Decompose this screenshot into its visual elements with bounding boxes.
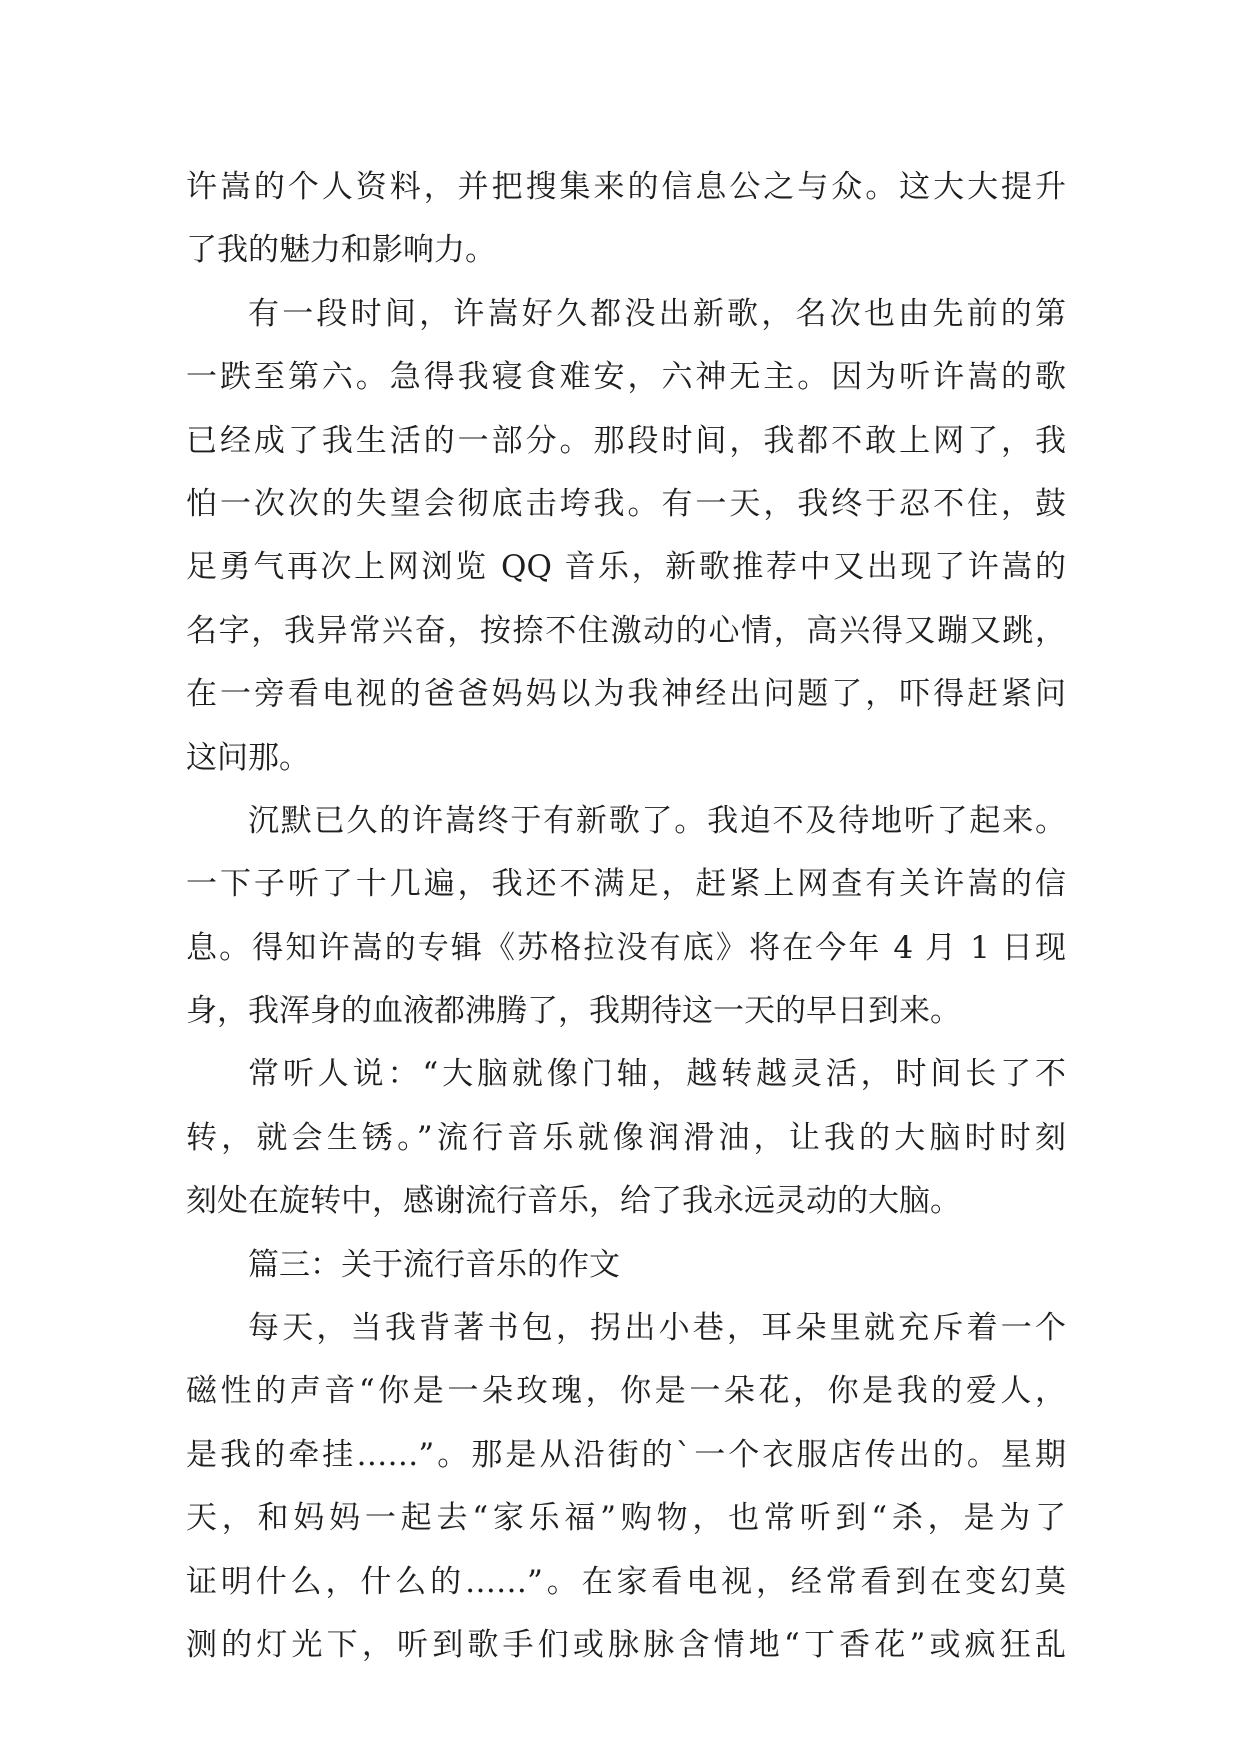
text-line: 名字，我异常兴奋，按捺不住激动的心情，高兴得又蹦又跳， [186,612,1066,649]
text-line: 是我的牵挂……”。那是从沿街的`一个衣服店传出的。星期 [186,1436,1066,1473]
text-line: 在一旁看电视的爸爸妈妈以为我神经出问题了，吓得赶紧问 [186,676,1066,713]
text-line: 这问那。 [186,739,310,776]
text-line: 许嵩的个人资料，并把搜集来的信息公之与众。这大大提升 [186,169,1066,205]
text-line: 了我的魅力和影响力。 [186,232,496,269]
text-line: 篇三：关于流行音乐的作文 [248,1246,620,1283]
text-line: 磁性的声音“你是一朵玫瑰，你是一朵花，你是我的爱人， [186,1373,1066,1410]
text-line: 沉默已久的许嵩终于有新歌了。我迫不及待地听了起来。 [248,802,1066,839]
essay-text-body [186,156,1066,1677]
text-line: 天，和妈妈一起去“家乐福”购物，也常听到“杀，是为了 [186,1500,1066,1537]
text-line: 足勇气再次上网浏览 QQ 音乐，新歌推荐中又出现了许嵩的 [186,549,1066,586]
text-line: 有一段时间，许嵩好久都没出新歌，名次也由先前的第 [248,295,1066,332]
text-line: 转，就会生锈。”流行音乐就像润滑油，让我的大脑时时刻 [186,1119,1066,1156]
text-line: 刻处在旋转中，感谢流行音乐，给了我永远灵动的大脑。 [186,1183,961,1220]
text-line: 一跌至第六。急得我寝食难安，六神无主。因为听许嵩的歌 [186,359,1066,396]
text-line: 常听人说：“大脑就像门轴，越转越灵活，时间长了不 [248,1056,1066,1093]
text-line: 怕一次次的失望会彻底击垮我。有一天，我终于忍不住，鼓 [186,485,1066,522]
text-line: 身，我浑身的血液都沸腾了，我期待这一天的早日到来。 [186,993,961,1030]
text-line: 证明什么，什么的……”。在家看电视，经常看到在变幻莫 [186,1563,1066,1600]
text-line: 一下子听了十几遍，我还不满足，赶紧上网查有关许嵩的信 [186,866,1066,903]
text-line: 测的灯光下，听到歌手们或脉脉含情地“丁香花”或疯狂乱 [186,1626,1066,1663]
text-line: 息。得知许嵩的专辑《苏格拉没有底》将在今年 4 月 1 日现 [186,929,1066,966]
text-line: 已经成了我生活的一部分。那段时间，我都不敢上网了，我 [186,422,1066,459]
text-line: 每天，当我背著书包，拐出小巷，耳朵里就充斥着一个 [248,1310,1066,1347]
